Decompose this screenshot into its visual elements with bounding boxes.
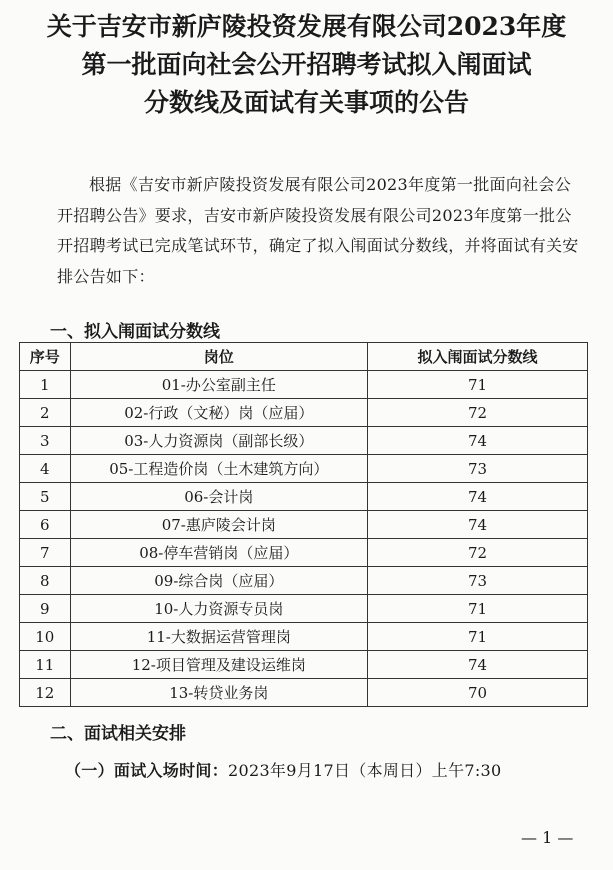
- table-row: [20, 483, 588, 511]
- row-score: 70: [368, 679, 588, 707]
- title-line-1: 关于吉安市新庐陵投资发展有限公司2023年度: [46, 12, 567, 41]
- table-row: [20, 567, 588, 595]
- section-heading-interview: 二、面试相关安排: [50, 724, 186, 744]
- table-row: [20, 455, 588, 483]
- interview-time: [65, 758, 502, 781]
- page-number: — 1 —: [521, 828, 574, 847]
- row-score: 73: [368, 567, 588, 595]
- row-position: 03-人力资源岗（副部长级）: [70, 427, 367, 455]
- document-title: [0, 8, 613, 122]
- row-score: 73: [368, 455, 588, 483]
- row-score: 74: [368, 483, 588, 511]
- row-index: 1: [20, 371, 71, 399]
- header-index: 序号: [20, 343, 71, 371]
- row-position: 10-人力资源专员岗: [70, 595, 367, 623]
- table-body: [20, 371, 588, 707]
- row-score: 72: [368, 539, 588, 567]
- row-score: 74: [368, 427, 588, 455]
- row-position: 07-惠庐陵会计岗: [70, 511, 367, 539]
- row-index: 12: [20, 679, 71, 707]
- header-position: 岗位: [70, 343, 367, 371]
- row-index: 4: [20, 455, 71, 483]
- section-heading-score-line: 一、拟入闱面试分数线: [50, 322, 220, 342]
- table-row: [20, 427, 588, 455]
- title-line-2: 第一批面向社会公开招聘考试拟入闱面试: [81, 50, 532, 79]
- row-index: 11: [20, 651, 71, 679]
- row-position: 02-行政（文秘）岗（应届）: [70, 399, 367, 427]
- row-index: 7: [20, 539, 71, 567]
- row-index: 2: [20, 399, 71, 427]
- table-row: [20, 679, 588, 707]
- row-position: 09-综合岗（应届）: [70, 567, 367, 595]
- row-score: 71: [368, 623, 588, 651]
- title-line-3: 分数线及面试有关事项的公告: [143, 88, 469, 117]
- table-row: [20, 371, 588, 399]
- table-header-row: [20, 343, 588, 371]
- row-score: 72: [368, 399, 588, 427]
- row-index: 9: [20, 595, 71, 623]
- row-position: 06-会计岗: [70, 483, 367, 511]
- table-row: [20, 651, 588, 679]
- row-position: 01-办公室副主任: [70, 371, 367, 399]
- table-row: [20, 539, 588, 567]
- row-index: 6: [20, 511, 71, 539]
- table-row: [20, 595, 588, 623]
- row-score: 74: [368, 511, 588, 539]
- row-position: 13-转贷业务岗: [70, 679, 367, 707]
- row-position: 08-停车营销岗（应届）: [70, 539, 367, 567]
- row-index: 3: [20, 427, 71, 455]
- row-score: 71: [368, 371, 588, 399]
- score-table: [19, 342, 588, 707]
- row-index: 10: [20, 623, 71, 651]
- row-score: 71: [368, 595, 588, 623]
- interview-time-label: （一）面试入场时间：: [65, 761, 229, 780]
- row-score: 74: [368, 651, 588, 679]
- interview-time-value: 2023年9月17日（本周日）上午7:30: [228, 761, 502, 780]
- row-position: 12-项目管理及建设运维岗: [70, 651, 367, 679]
- header-score: 拟入闱面试分数线: [368, 343, 588, 371]
- intro-paragraph: 根据《吉安市新庐陵投资发展有限公司2023年度第一批面向社会公开招聘公告》要求，吉安市新庐陵投资发展有限公司2023年度第一批公开招聘考试已完成笔试环节，确定了拟入闱面试分数线，并将面试有关安排公告如下：: [57, 175, 579, 286]
- row-index: 5: [20, 483, 71, 511]
- table-row: [20, 511, 588, 539]
- row-position: 05-工程造价岗（土木建筑方向）: [70, 455, 367, 483]
- row-index: 8: [20, 567, 71, 595]
- table-row: [20, 399, 588, 427]
- table-row: [20, 623, 588, 651]
- row-position: 11-大数据运营管理岗: [70, 623, 367, 651]
